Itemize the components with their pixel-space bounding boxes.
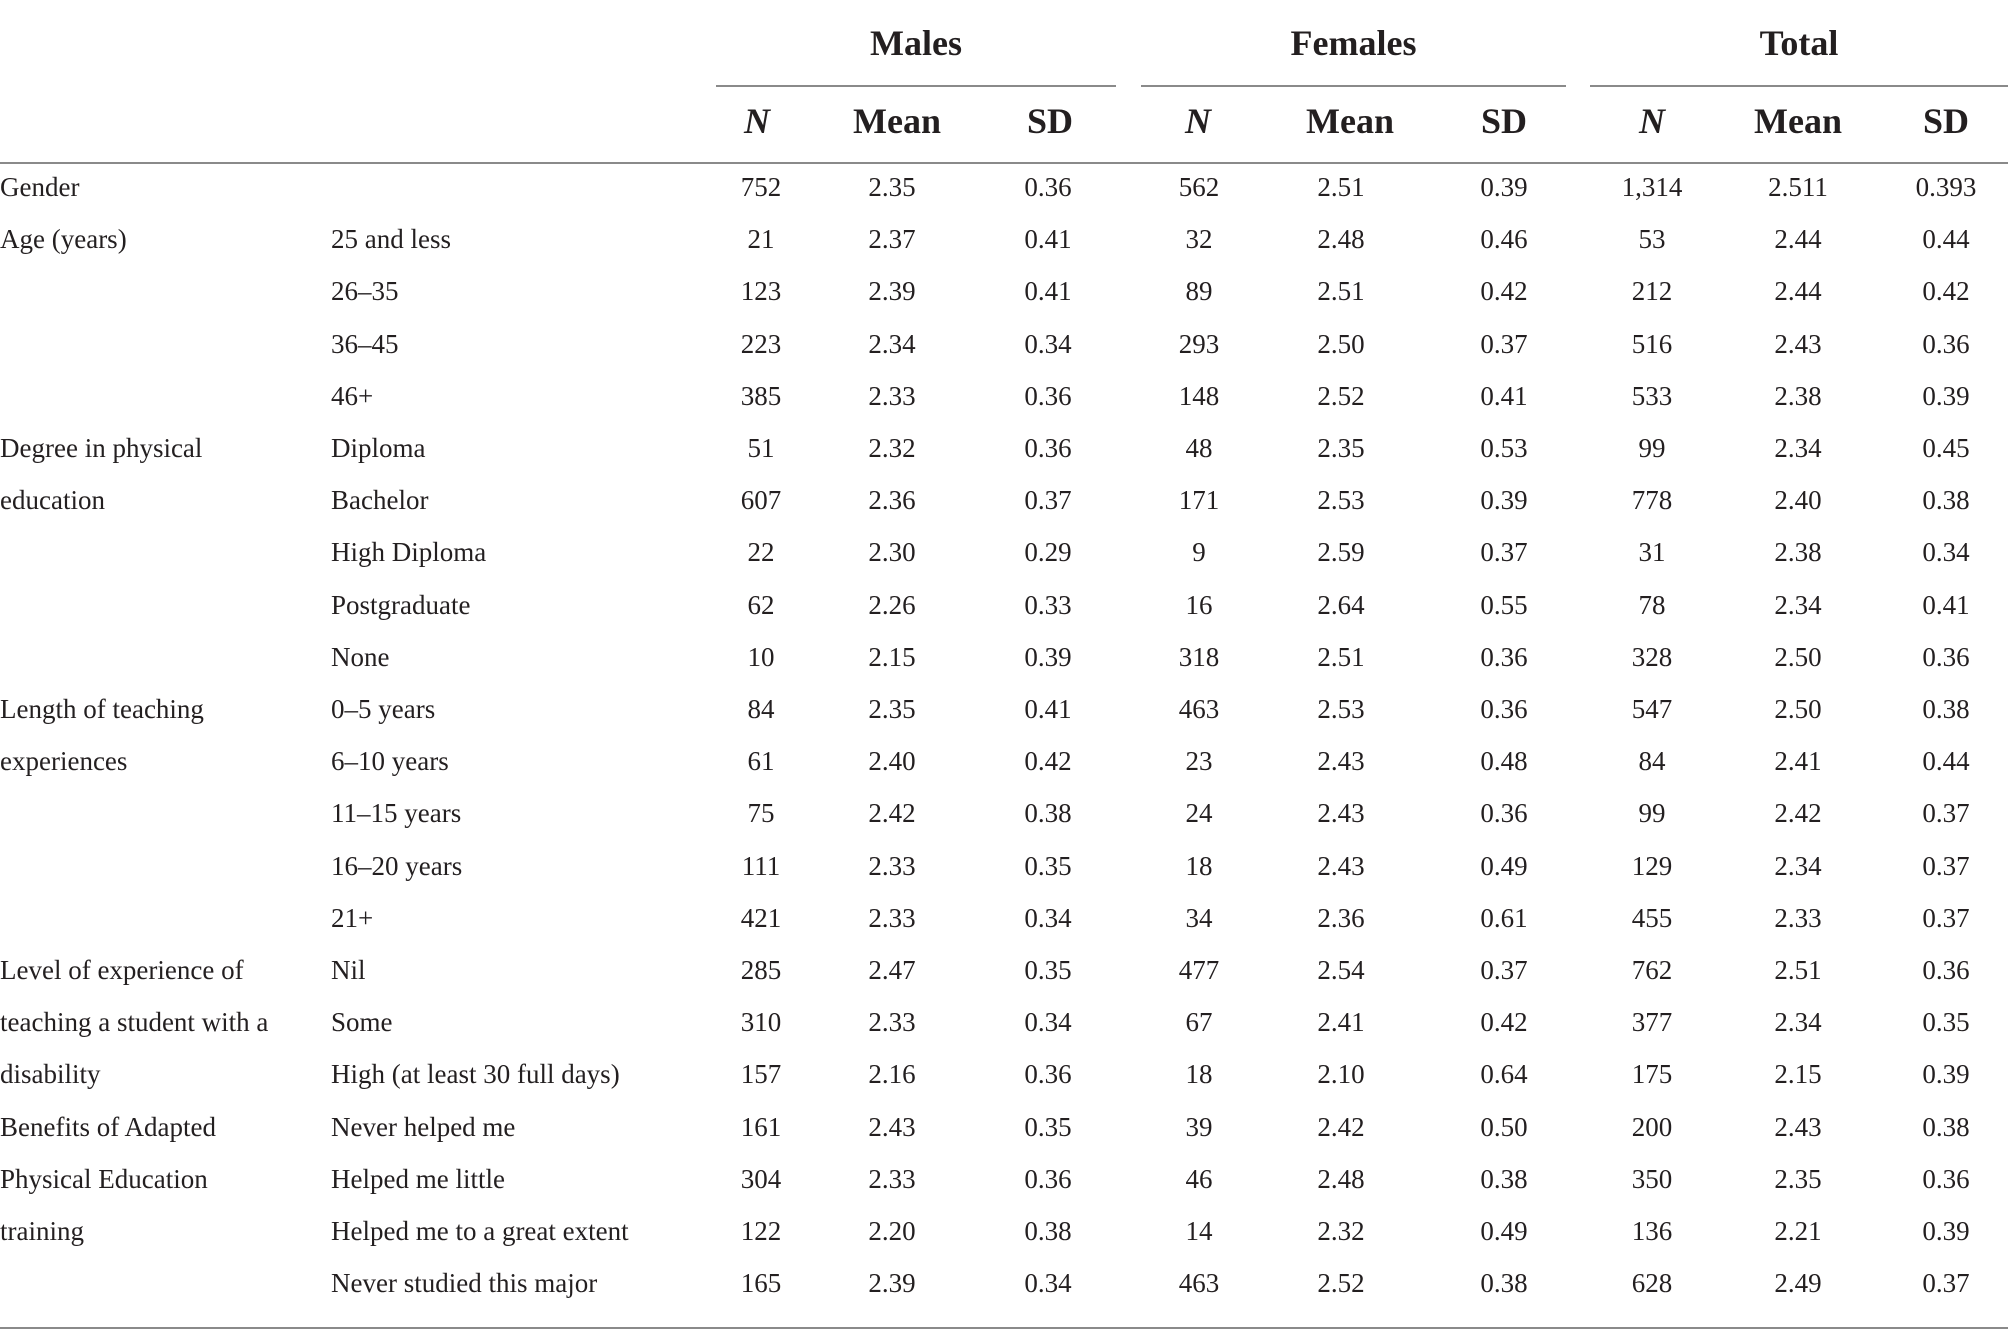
group-rule-females — [1141, 85, 1566, 87]
table-cell: 752 — [740, 172, 782, 202]
table-cell: 0.36 — [1024, 1059, 1072, 1089]
table-cell: 111 — [741, 851, 781, 881]
row-subcategory: Never helped me — [331, 1112, 516, 1142]
table-cell: 0.38 — [1480, 1268, 1528, 1298]
table-cell: 2.51 — [1317, 172, 1365, 202]
table-cell: 46 — [1185, 1164, 1213, 1194]
table-cell: 2.44 — [1774, 276, 1822, 306]
table-cell: 0.36 — [1922, 329, 1970, 359]
table-cell: 165 — [740, 1268, 782, 1298]
table-cell: 0.64 — [1480, 1059, 1528, 1089]
table-cell: 2.34 — [1774, 851, 1822, 881]
row-subcategory: 0–5 years — [331, 694, 436, 724]
table-cell: 2.49 — [1774, 1268, 1822, 1298]
table-cell: 99 — [1638, 798, 1666, 828]
row-category: training — [0, 1216, 84, 1246]
table-cell: 2.35 — [1317, 433, 1365, 463]
table-cell: 67 — [1185, 1007, 1213, 1037]
table-cell: 0.34 — [1024, 1268, 1072, 1298]
table-cell: 123 — [740, 276, 782, 306]
table-cell: 2.36 — [1317, 903, 1365, 933]
row-subcategory: Nil — [331, 955, 366, 985]
table-cell: 463 — [1178, 694, 1220, 724]
table-cell: 24 — [1185, 798, 1213, 828]
table-cell: 23 — [1185, 746, 1213, 776]
table-cell: 75 — [747, 798, 775, 828]
table-cell: 2.34 — [1774, 590, 1822, 620]
table-cell: 0.37 — [1480, 537, 1528, 567]
table-cell: 84 — [747, 694, 775, 724]
table-cell: 157 — [740, 1059, 782, 1089]
row-category: Degree in physical — [0, 433, 203, 463]
row-subcategory: Helped me little — [331, 1164, 505, 1194]
table-cell: 2.35 — [868, 172, 916, 202]
table-cell: 0.36 — [1922, 955, 1970, 985]
table-cell: 2.16 — [868, 1059, 916, 1089]
table-cell: 200 — [1631, 1112, 1673, 1142]
col-header-females-sd: SD — [1480, 101, 1528, 141]
table-cell: 2.33 — [868, 1007, 916, 1037]
table-cell: 2.39 — [868, 276, 916, 306]
table-cell: 2.52 — [1317, 381, 1365, 411]
table-cell: 2.52 — [1317, 1268, 1365, 1298]
table-cell: 0.42 — [1480, 1007, 1528, 1037]
table-cell: 122 — [740, 1216, 782, 1246]
table-cell: 0.50 — [1480, 1112, 1528, 1142]
table-cell: 0.39 — [1922, 1059, 1970, 1089]
table-cell: 455 — [1631, 903, 1673, 933]
table-cell: 2.38 — [1774, 381, 1822, 411]
table-cell: 223 — [740, 329, 782, 359]
table-cell: 2.33 — [1774, 903, 1822, 933]
table-cell: 89 — [1185, 276, 1213, 306]
table-cell: 2.34 — [1774, 433, 1822, 463]
table-cell: 0.38 — [1922, 694, 1970, 724]
row-subcategory: Helped me to a great extent — [331, 1216, 629, 1246]
table-cell: 61 — [747, 746, 775, 776]
table-cell: 762 — [1631, 955, 1673, 985]
table-cell: 0.35 — [1922, 1007, 1970, 1037]
table-cell: 2.43 — [868, 1112, 916, 1142]
col-header-males-sd: SD — [1026, 101, 1074, 141]
table-cell: 2.36 — [868, 485, 916, 515]
table-cell: 0.38 — [1922, 485, 1970, 515]
row-category: teaching a student with a — [0, 1007, 269, 1037]
table-cell: 22 — [747, 537, 775, 567]
table-cell: 0.37 — [1922, 851, 1970, 881]
table-cell: 0.35 — [1024, 851, 1072, 881]
table-cell: 32 — [1185, 224, 1213, 254]
table-cell: 0.36 — [1480, 694, 1528, 724]
table-cell: 2.48 — [1317, 1164, 1365, 1194]
table-cell: 0.37 — [1480, 329, 1528, 359]
table-cell: 2.44 — [1774, 224, 1822, 254]
table-cell: 0.36 — [1480, 798, 1528, 828]
table-cell: 0.34 — [1024, 903, 1072, 933]
table-cell: 2.40 — [868, 746, 916, 776]
table-cell: 18 — [1185, 851, 1213, 881]
table-cell: 2.43 — [1317, 851, 1365, 881]
col-header-total-sd: SD — [1922, 101, 1970, 141]
table-cell: 0.36 — [1922, 642, 1970, 672]
table-cell: 0.41 — [1024, 694, 1072, 724]
group-header-females: Females — [1290, 23, 1417, 63]
table-cell: 84 — [1638, 746, 1666, 776]
table-cell: 31 — [1638, 537, 1666, 567]
col-header-males-n: N — [744, 101, 770, 141]
table-cell: 2.26 — [868, 590, 916, 620]
row-subcategory: Never studied this major — [331, 1268, 598, 1298]
table-cell: 0.29 — [1024, 537, 1072, 567]
table-cell: 0.35 — [1024, 955, 1072, 985]
table-cell: 2.59 — [1317, 537, 1365, 567]
table-cell: 2.35 — [1774, 1164, 1822, 1194]
row-subcategory: 16–20 years — [331, 851, 463, 881]
row-subcategory: 46+ — [331, 381, 374, 411]
table-cell: 516 — [1631, 329, 1673, 359]
table-cell: 0.49 — [1480, 1216, 1528, 1246]
table-cell: 0.38 — [1922, 1112, 1970, 1142]
table-cell: 0.39 — [1024, 642, 1072, 672]
table-cell: 0.38 — [1024, 798, 1072, 828]
table-cell: 10 — [747, 642, 775, 672]
table-cell: 477 — [1178, 955, 1220, 985]
table-cell: 0.33 — [1024, 590, 1072, 620]
table-cell: 2.50 — [1774, 642, 1822, 672]
table-cell: 0.37 — [1922, 798, 1970, 828]
row-subcategory: 26–35 — [331, 276, 399, 306]
table-cell: 2.33 — [868, 1164, 916, 1194]
row-subcategory: Postgraduate — [331, 590, 471, 620]
table-cell: 2.32 — [868, 433, 916, 463]
table-cell: 293 — [1178, 329, 1220, 359]
col-header-total-mean: Mean — [1754, 101, 1842, 141]
table-cell: 1,314 — [1621, 172, 1683, 202]
table-cell: 350 — [1631, 1164, 1673, 1194]
table-cell: 2.33 — [868, 381, 916, 411]
table-cell: 136 — [1631, 1216, 1673, 1246]
table-cell: 0.44 — [1922, 224, 1970, 254]
table-cell: 0.36 — [1024, 433, 1072, 463]
col-header-total-n: N — [1639, 101, 1665, 141]
row-subcategory: Bachelor — [331, 485, 429, 515]
table-cell: 51 — [747, 433, 775, 463]
table-cell: 0.48 — [1480, 746, 1528, 776]
table-cell: 547 — [1631, 694, 1673, 724]
table-cell: 2.42 — [1774, 798, 1822, 828]
table-cell: 0.393 — [1915, 172, 1977, 202]
table-cell: 53 — [1638, 224, 1666, 254]
table-cell: 2.39 — [868, 1268, 916, 1298]
table-cell: 2.511 — [1768, 172, 1828, 202]
table-cell: 2.37 — [868, 224, 916, 254]
table-cell: 2.51 — [1317, 276, 1365, 306]
table-cell: 2.38 — [1774, 537, 1822, 567]
table-cell: 533 — [1631, 381, 1673, 411]
table-cell: 2.50 — [1317, 329, 1365, 359]
table-cell: 2.42 — [868, 798, 916, 828]
table-cell: 2.53 — [1317, 694, 1365, 724]
table-cell: 328 — [1631, 642, 1673, 672]
table-cell: 0.41 — [1024, 276, 1072, 306]
table-cell: 0.36 — [1024, 1164, 1072, 1194]
table-cell: 0.36 — [1922, 1164, 1970, 1194]
table-cell: 0.37 — [1024, 485, 1072, 515]
table-cell: 2.43 — [1774, 1112, 1822, 1142]
table-cell: 562 — [1178, 172, 1220, 202]
table-cell: 0.41 — [1480, 381, 1528, 411]
table-cell: 421 — [740, 903, 782, 933]
table-cell: 385 — [740, 381, 782, 411]
table-cell: 0.36 — [1480, 642, 1528, 672]
row-category: Gender — [0, 172, 80, 202]
group-header-males: Males — [870, 23, 962, 63]
table-cell: 99 — [1638, 433, 1666, 463]
table-cell: 778 — [1631, 485, 1673, 515]
table-cell: 0.49 — [1480, 851, 1528, 881]
table-cell: 14 — [1185, 1216, 1213, 1246]
row-subcategory: 21+ — [331, 903, 374, 933]
row-category: education — [0, 485, 105, 515]
row-category: Physical Education — [0, 1164, 208, 1194]
table-cell: 377 — [1631, 1007, 1673, 1037]
table-cell: 2.41 — [1774, 746, 1822, 776]
table-cell: 2.51 — [1317, 642, 1365, 672]
table-cell: 62 — [747, 590, 775, 620]
table-cell: 2.21 — [1774, 1216, 1822, 1246]
row-category: disability — [0, 1059, 101, 1089]
table-cell: 304 — [740, 1164, 782, 1194]
table-cell: 148 — [1178, 381, 1220, 411]
col-header-males-mean: Mean — [853, 101, 941, 141]
row-subcategory: High (at least 30 full days) — [331, 1059, 620, 1089]
col-header-females-n: N — [1185, 101, 1211, 141]
table-cell: 2.20 — [868, 1216, 916, 1246]
table-cell: 2.41 — [1317, 1007, 1365, 1037]
table-cell: 2.40 — [1774, 485, 1822, 515]
table-cell: 0.39 — [1922, 1216, 1970, 1246]
table-cell: 0.37 — [1922, 903, 1970, 933]
row-category: experiences — [0, 746, 128, 776]
table-cell: 2.32 — [1317, 1216, 1365, 1246]
table-cell: 2.43 — [1317, 798, 1365, 828]
table-cell: 2.10 — [1317, 1059, 1365, 1089]
group-header-total: Total — [1759, 23, 1839, 63]
group-rule-total — [1590, 85, 2008, 87]
table-cell: 2.34 — [1774, 1007, 1822, 1037]
table-cell: 0.46 — [1480, 224, 1528, 254]
group-rule-males — [716, 85, 1116, 87]
table-cell: 171 — [1178, 485, 1220, 515]
table-cell: 0.37 — [1922, 1268, 1970, 1298]
row-subcategory: 6–10 years — [331, 746, 449, 776]
table-cell: 2.33 — [868, 851, 916, 881]
table-cell: 78 — [1638, 590, 1666, 620]
table-cell: 0.39 — [1480, 485, 1528, 515]
table-cell: 2.64 — [1317, 590, 1365, 620]
table-cell: 2.15 — [1774, 1059, 1822, 1089]
table-cell: 175 — [1631, 1059, 1673, 1089]
table-cell: 39 — [1185, 1112, 1213, 1142]
row-subcategory: High Diploma — [331, 537, 487, 567]
table-cell: 0.38 — [1480, 1164, 1528, 1194]
table-cell: 18 — [1185, 1059, 1213, 1089]
table-cell: 212 — [1631, 276, 1673, 306]
table-cell: 0.39 — [1922, 381, 1970, 411]
table-cell: 2.33 — [868, 903, 916, 933]
row-subcategory: Some — [331, 1007, 393, 1037]
table-cell: 0.41 — [1024, 224, 1072, 254]
row-subcategory: 25 and less — [331, 224, 451, 254]
table-cell: 2.42 — [1317, 1112, 1365, 1142]
table-cell: 34 — [1185, 903, 1213, 933]
table-cell: 2.34 — [868, 329, 916, 359]
table-cell: 0.42 — [1922, 276, 1970, 306]
table-cell: 0.53 — [1480, 433, 1528, 463]
table-cell: 16 — [1185, 590, 1213, 620]
table-cell: 2.53 — [1317, 485, 1365, 515]
table-cell: 21 — [747, 224, 775, 254]
table-cell: 0.36 — [1024, 381, 1072, 411]
table-cell: 285 — [740, 955, 782, 985]
col-header-females-mean: Mean — [1306, 101, 1394, 141]
table-cell: 0.61 — [1480, 903, 1528, 933]
table-cell: 2.51 — [1774, 955, 1822, 985]
table-cell: 2.47 — [868, 955, 916, 985]
table-cell: 0.44 — [1922, 746, 1970, 776]
table-cell: 0.34 — [1024, 329, 1072, 359]
table-cell: 0.34 — [1922, 537, 1970, 567]
table-cell: 0.41 — [1922, 590, 1970, 620]
row-subcategory: None — [331, 642, 390, 672]
row-subcategory: Diploma — [331, 433, 426, 463]
row-category: Length of teaching — [0, 694, 204, 724]
table-cell: 48 — [1185, 433, 1213, 463]
table-cell: 0.35 — [1024, 1112, 1072, 1142]
table-cell: 2.50 — [1774, 694, 1822, 724]
table-cell: 2.15 — [868, 642, 916, 672]
table-cell: 0.42 — [1480, 276, 1528, 306]
bottom-rule — [0, 1327, 2008, 1329]
table-cell: 0.37 — [1480, 955, 1528, 985]
header-rule — [0, 162, 2008, 164]
table-cell: 0.36 — [1024, 172, 1072, 202]
table-cell: 9 — [1192, 537, 1206, 567]
table-cell: 2.43 — [1317, 746, 1365, 776]
table-cell: 2.54 — [1317, 955, 1365, 985]
row-category: Benefits of Adapted — [0, 1112, 216, 1142]
row-category: Age (years) — [0, 224, 127, 254]
row-subcategory: 36–45 — [331, 329, 399, 359]
table-cell: 310 — [740, 1007, 782, 1037]
row-subcategory: 11–15 years — [331, 798, 462, 828]
table-cell: 129 — [1631, 851, 1673, 881]
table-cell: 607 — [740, 485, 782, 515]
table-cell: 0.38 — [1024, 1216, 1072, 1246]
table-cell: 2.48 — [1317, 224, 1365, 254]
table-cell: 0.39 — [1480, 172, 1528, 202]
table-cell: 318 — [1178, 642, 1220, 672]
table-cell: 2.30 — [868, 537, 916, 567]
table-cell: 161 — [740, 1112, 782, 1142]
table-cell: 0.42 — [1024, 746, 1072, 776]
table-cell: 0.55 — [1480, 590, 1528, 620]
table-cell: 2.35 — [868, 694, 916, 724]
row-category: Level of experience of — [0, 955, 244, 985]
table-cell: 628 — [1631, 1268, 1673, 1298]
table-cell: 463 — [1178, 1268, 1220, 1298]
table-cell: 2.43 — [1774, 329, 1822, 359]
table-cell: 0.34 — [1024, 1007, 1072, 1037]
table-cell: 0.45 — [1922, 433, 1970, 463]
